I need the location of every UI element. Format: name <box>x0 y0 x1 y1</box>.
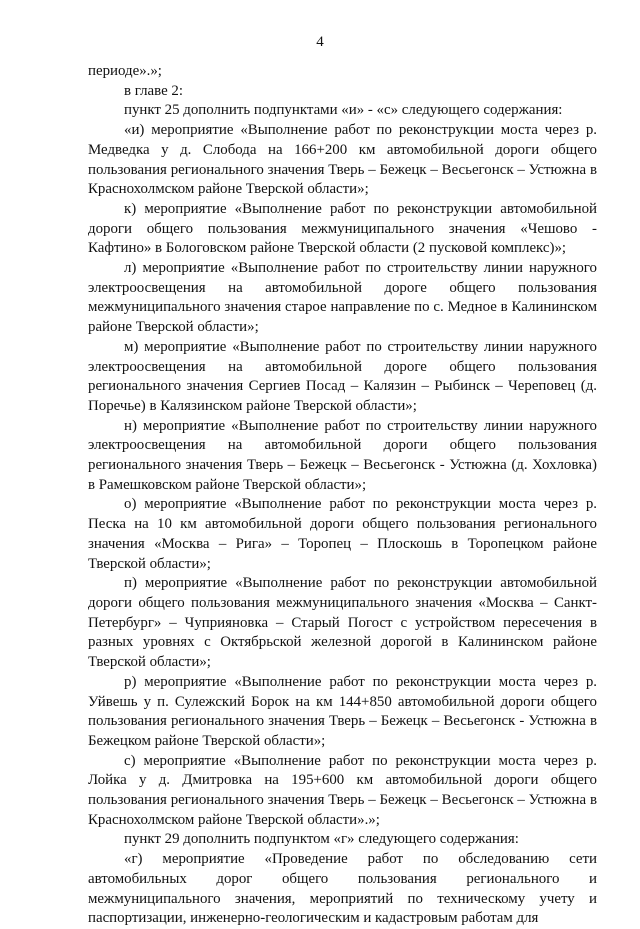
paragraph-prev-ending: периоде».»; <box>88 63 162 79</box>
paragraph-chapter-2: в главе 2: <box>124 82 184 99</box>
paragraph-subitem-g: «г) мероприятие «Проведение работ по обследованию сети автомобильных дорог общего пользования регионального и межмуниципального значения, мероприятий по техническому учету и паспортизации, инженерно-геологическим и кадастровым работам для <box>88 851 597 927</box>
paragraph-subitem-i: «и) мероприятие «Выполнение работ по реконструкции моста через р. Медведка у д. Слобода на 166+200 км автомобильной дороги общего пользования регионального значения Тверь – Бежецк – Весьегонск – Устюжна в Краснохолмском районе Тверской области»; <box>88 122 597 198</box>
page-number: 4 <box>316 34 324 50</box>
paragraph-subitem-m: м) мероприятие «Выполнение работ по строительству линии наружного электроосвещения на автомобильной дороге общего пользования регионального значения Сергиев Посад – Калязин – Рыбинск – Череповец (д. Поречье) в Калязинском районе Тверской области»; <box>88 338 597 414</box>
document-body <box>88 62 597 929</box>
paragraph-subitem-p: п) мероприятие «Выполнение работ по реконструкции автомобильной дороги общего пользования межмуниципального значения «Москва – Санкт-Петербург» – Чуприяновка – Старый Погост с устройством пересечения в разных уровнях с Октябрьской железной дорогой в Калининском районе Тверской области»; <box>88 575 597 671</box>
paragraph-subitem-k: к) мероприятие «Выполнение работ по реконструкции автомобильной дороги общего пользования межмуниципального значения «Чешово - Кафтино» в Бологовском районе Тверской области (2 пусковой комплекс)»; <box>88 200 597 257</box>
paragraph-subitem-r: р) мероприятие «Выполнение работ по реконструкции моста через р. Уйвешь у п. Сулежский Борок на км 144+850 автомобильной дороги общего пользования регионального значения Тверь – Бежецк – Весьегонск - Устюжна в Бежецком районе Тверской области»; <box>88 673 597 749</box>
paragraph-item-29: пункт 29 дополнить подпунктом «г» следующего содержания: <box>124 831 519 848</box>
paragraph-subitem-s: с) мероприятие «Выполнение работ по реконструкции моста через р. Лойка у д. Дмитровка на 195+600 км автомобильной дороги общего пользования регионального значения Тверь – Бежецк – Весьегонск – Устюжна в Краснохолмском районе Тверской области».»; <box>88 752 597 828</box>
paragraph-item-25: пункт 25 дополнить подпунктами «и» - «с» следующего содержания: <box>124 102 563 119</box>
paragraph-subitem-l: л) мероприятие «Выполнение работ по строительству линии наружного электроосвещения на автомобильной дороге общего пользования межмуниципального значения старое направление по с. Медное в Калининском районе Тверской области»; <box>88 260 597 336</box>
paragraph-subitem-o: о) мероприятие «Выполнение работ по реконструкции моста через р. Песка на 10 км автомобильной дороги общего пользования регионального значения «Москва – Рига» – Торопец – Плоскошь в Торопецком районе Тверской области»; <box>88 496 597 572</box>
paragraph-subitem-n: н) мероприятие «Выполнение работ по строительству линии наружного электроосвещения на автомобильной дороги общего пользования регионального значения Тверь – Бежецк – Весьегонск - Устюжна (д. Хохловка) в Рамешковском районе Тверской области»; <box>88 417 597 493</box>
